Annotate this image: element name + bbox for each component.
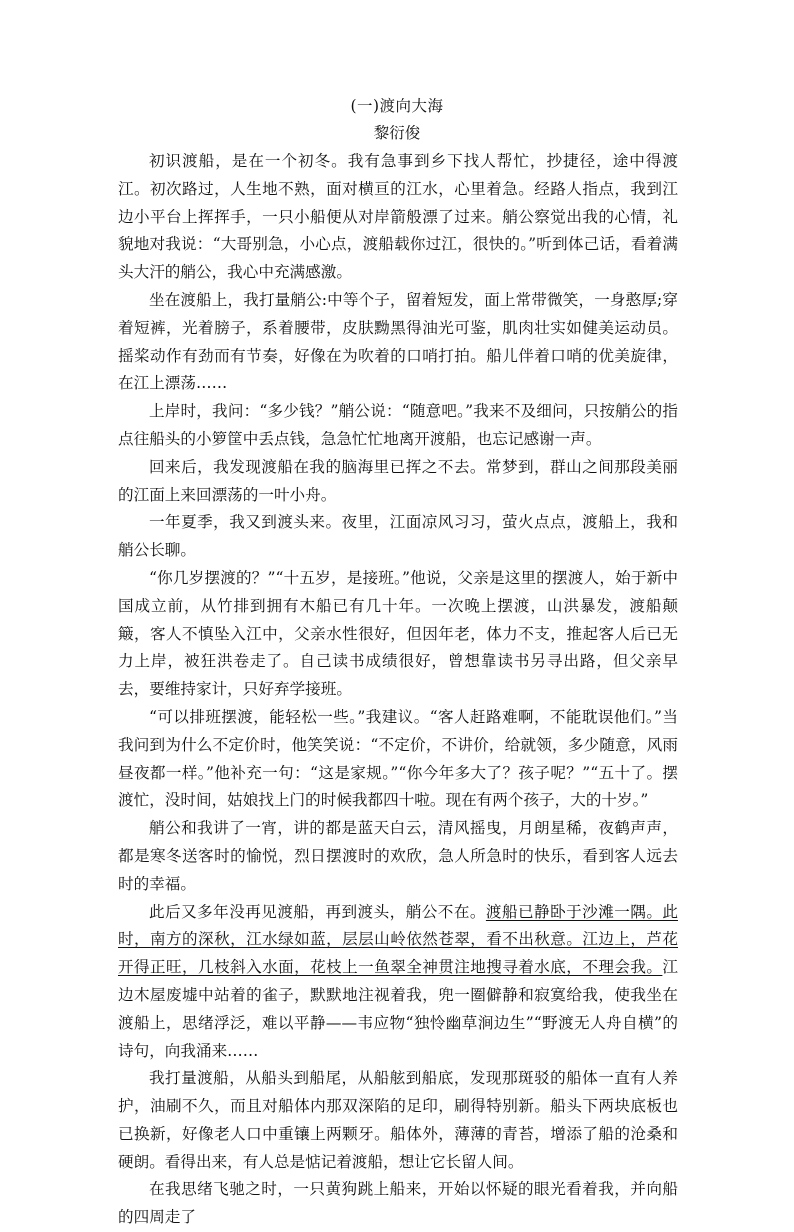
paragraph: 一年夏季，我又到渡头来。夜里，江面凉风习习，萤火点点，渡船上，我和艄公长聊。 bbox=[118, 513, 678, 560]
paragraph: 初识渡船，是在一个初冬。我有急事到乡下找人帮忙，抄捷径，途中得渡江。初次路过，人生地不熟，面对横亘的江水，心里着急。经路人指点，我到江边小平台上挥挥手，一只小船便从对岸箭般漂了过来。艄公察觉出我的心情，礼貌地对我说：“大哥别急，小心点，渡船载你过江，很快的。”听到体己话，看着满头大汗的艄公，我心中充满感激。 bbox=[118, 152, 678, 282]
article-body bbox=[118, 148, 678, 1232]
underlined-passage: 渡船已静卧于沙滩一隅。此时，南方的深秋，江水绿如蓝，层层山岭依然苍翠，看不出秋意。江边上，芦花开得正旺，几枝斜入水面，花枝上一鱼翠全神贯注地搜寻着水底，不理会我。 bbox=[118, 902, 678, 977]
paragraph-text: 此后又多年没再见渡船，再到渡头，艄公不在。 bbox=[149, 902, 486, 921]
paragraph-with-underline bbox=[118, 899, 678, 1066]
paragraph: 艄公和我讲了一宵，讲的都是蓝天白云，清风摇曳，月朗星稀，夜鹤声声，都是寒冬送客时的愉悦，烈日摆渡时的欢欣，急人所急时的快乐，看到客人远去时的幸福。 bbox=[118, 819, 678, 893]
paragraph: 在我思绪飞驰之时，一只黄狗跳上船来，开始以怀疑的眼光看着我，并向船的四周走了 bbox=[118, 1180, 678, 1227]
paragraph: 上岸时，我问：“多少钱？”艄公说：“随意吧。”我来不及细问，只按艄公的指点往船头的小箩筐中丢点钱，急急忙忙地离开渡船，也忘记感谢一声。 bbox=[118, 402, 678, 448]
paragraph: 坐在渡船上，我打量艄公:中等个子，留着短发，面上常带微笑，一身憨厚;穿着短裤，光着膀子，系着腰带，皮肤黝黑得油光可鉴，肌肉壮实如健美运动员。摇桨动作有劲而有节奏，好像在为吹着的口哨打拍。船儿伴着口哨的优美旋律，在江上漂荡…… bbox=[118, 290, 678, 393]
paragraph: 回来后，我发现渡船在我的脑海里已挥之不去。常梦到，群山之间那段美丽的江面上来回漂荡的一叶小舟。 bbox=[118, 457, 678, 504]
article-author: 黎衍俊 bbox=[373, 124, 421, 142]
paragraph: “你几岁摆渡的？”“十五岁，是接班。”他说，父亲是这里的摆渡人，始于新中国成立前，从竹排到拥有木船已有几十年。一次晚上摆渡，山洪暴发，渡船颠簸，客人不慎坠入江中，父亲水性很好，但因年老，体力不支，推起客人后已无力上岸，被狂洪卷走了。自己读书成绩很好，曾想靠读书另寻出路，但父亲早去，要维持家计，只好弃学接班。 bbox=[118, 568, 678, 699]
paragraph-text: 江边木屋废墟中站着的雀子，默默地注视着我，兜一圈僻静和寂寞给我，使我坐在渡船上，思绪浮泛，难以平静——韦应物“独怜幽草涧边生”“野渡无人舟自横”的诗句，向我涌来…… bbox=[118, 958, 678, 1060]
article-title: (一)渡向大海 bbox=[350, 97, 444, 115]
paragraph: “可以排班摆渡，能轻松一些。”我建议。“客人赶路难啊，不能耽误他们。”当我问到为什么不定价时，他笑笑说：“不定价，不讲价，给就领，多少随意，风雨昼夜都一样。”他补充一句：“这是家规。”“你今年多大了？孩子呢？”“五十了。摆渡忙，没时间，姑娘找上门的时候我都四十啦。现在有两个孩子，大的十岁。” bbox=[118, 707, 678, 810]
paragraph: 我打量渡船，从船头到船尾，从船舷到船底，发现那斑驳的船体一直有人养护，油刷不久，而且对船体内那双深陷的足印，刷得特别新。船头下两块底板也已换新，好像老人口中重镶上两颗牙。船体外，薄薄的青苔，增添了船的沧桑和硬朗。看得出来，有人总是惦记着渡船，想让它长留人间。 bbox=[118, 1069, 678, 1171]
